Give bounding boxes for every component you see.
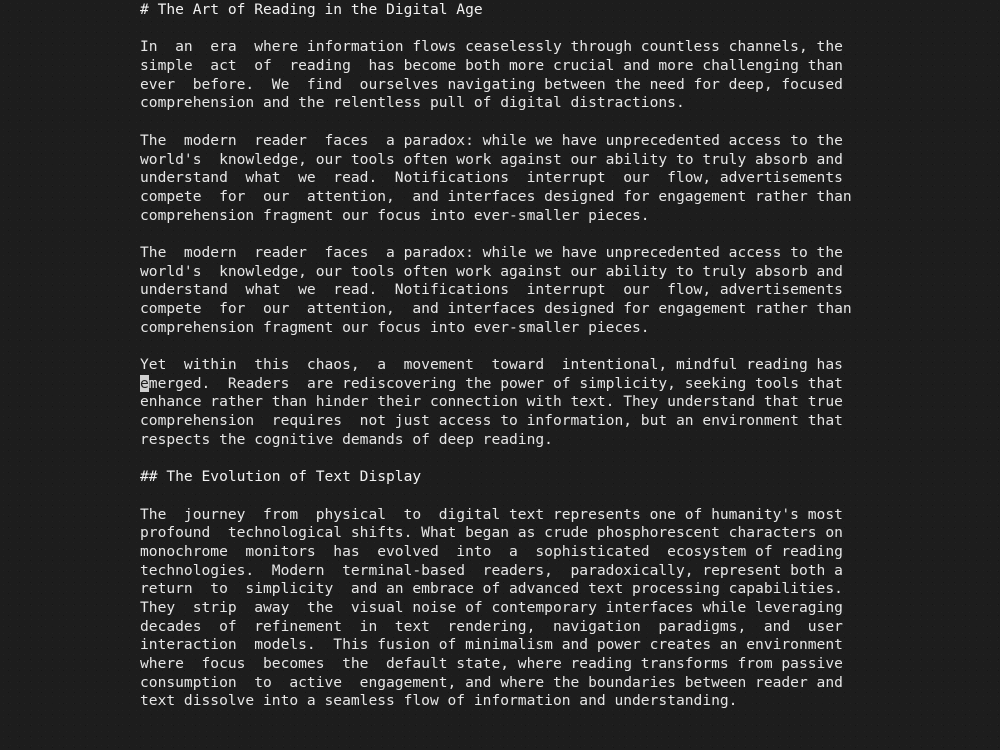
document-text-area[interactable]: [140, 1, 852, 711]
blank-line: [140, 225, 846, 244]
text-line: understand what we read. Notifications interrupt our flow, advertisements: [140, 169, 843, 187]
text-line-with-cursor: [140, 375, 846, 394]
text-line: understand what we read. Notifications interrupt our flow, advertisements: [140, 281, 843, 299]
text-line: The modern reader faces a paradox: while we have unprecedented access to the: [140, 131, 843, 149]
text-cursor[interactable]: e: [140, 374, 149, 392]
text-line: simple act of reading has become both more crucial and more challenging than: [140, 57, 843, 75]
text-line: technologies. Modern terminal-based readers, paradoxically, represent both a: [140, 561, 843, 579]
text-line: They strip away the visual noise of contemporary interfaces while leveraging: [140, 599, 843, 616]
text-line: decades of refinement in text rendering, navigation paradigms, and user: [140, 617, 843, 635]
text-line: respects the cognitive demands of deep reading.: [140, 430, 553, 448]
text-line: comprehension fragment our focus into ever-smaller pieces.: [140, 206, 650, 224]
text-line: comprehension fragment our focus into ever-smaller pieces.: [140, 318, 650, 336]
text-line: The journey from physical to digital text represents one of humanity's most: [140, 505, 843, 523]
text-line: In an era where information flows ceaselessly through countless channels, the: [140, 38, 843, 56]
blank-line: [140, 450, 846, 469]
heading-level-2: ## The Evolution of Text Display: [140, 468, 422, 486]
blank-line: [140, 20, 846, 39]
text-line: Yet within this chaos, a movement toward intentional, mindful reading has: [140, 356, 843, 374]
text-line: return to simplicity and an embrace of advanced text processing capabilities.: [140, 580, 843, 598]
text-line: world's knowledge, our tools often work against our ability to truly absorb and: [140, 150, 843, 168]
text-line: monochrome monitors has evolved into a sophisticated ecosystem of reading: [140, 542, 843, 560]
text-line: interaction models. This fusion of minimalism and power creates an environment: [140, 636, 843, 654]
text-line: enhance rather than hinder their connection with text. They understand that true: [140, 393, 843, 411]
heading-level-1: # The Art of Reading in the Digital Age: [140, 1, 483, 18]
text-line: ever before. We find ourselves navigating between the need for deep, focused: [140, 75, 843, 93]
text-line: compete for our attention, and interfaces designed for engagement rather than: [140, 187, 852, 205]
text-line: where focus becomes the default state, where reading transforms from passive: [140, 655, 843, 673]
text-line: profound technological shifts. What began as crude phosphorescent characters on: [140, 524, 843, 542]
line-suffix: merged. Readers are rediscovering the power of simplicity, seeking tools that: [148, 374, 843, 392]
text-line: consumption to active engagement, and where the boundaries between reader and: [140, 673, 843, 691]
text-line: comprehension and the relentless pull of digital distractions.: [140, 94, 685, 112]
text-line: text dissolve into a seamless flow of information and understanding.: [140, 692, 738, 710]
blank-line: [140, 337, 846, 356]
blank-line: [140, 113, 846, 132]
text-line: compete for our attention, and interfaces designed for engagement rather than: [140, 300, 852, 317]
blank-line: [140, 487, 846, 506]
text-line: world's knowledge, our tools often work against our ability to truly absorb and: [140, 262, 843, 280]
text-line: comprehension requires not just access to information, but an environment that: [140, 412, 843, 430]
text-line: The modern reader faces a paradox: while we have unprecedented access to the: [140, 243, 843, 261]
